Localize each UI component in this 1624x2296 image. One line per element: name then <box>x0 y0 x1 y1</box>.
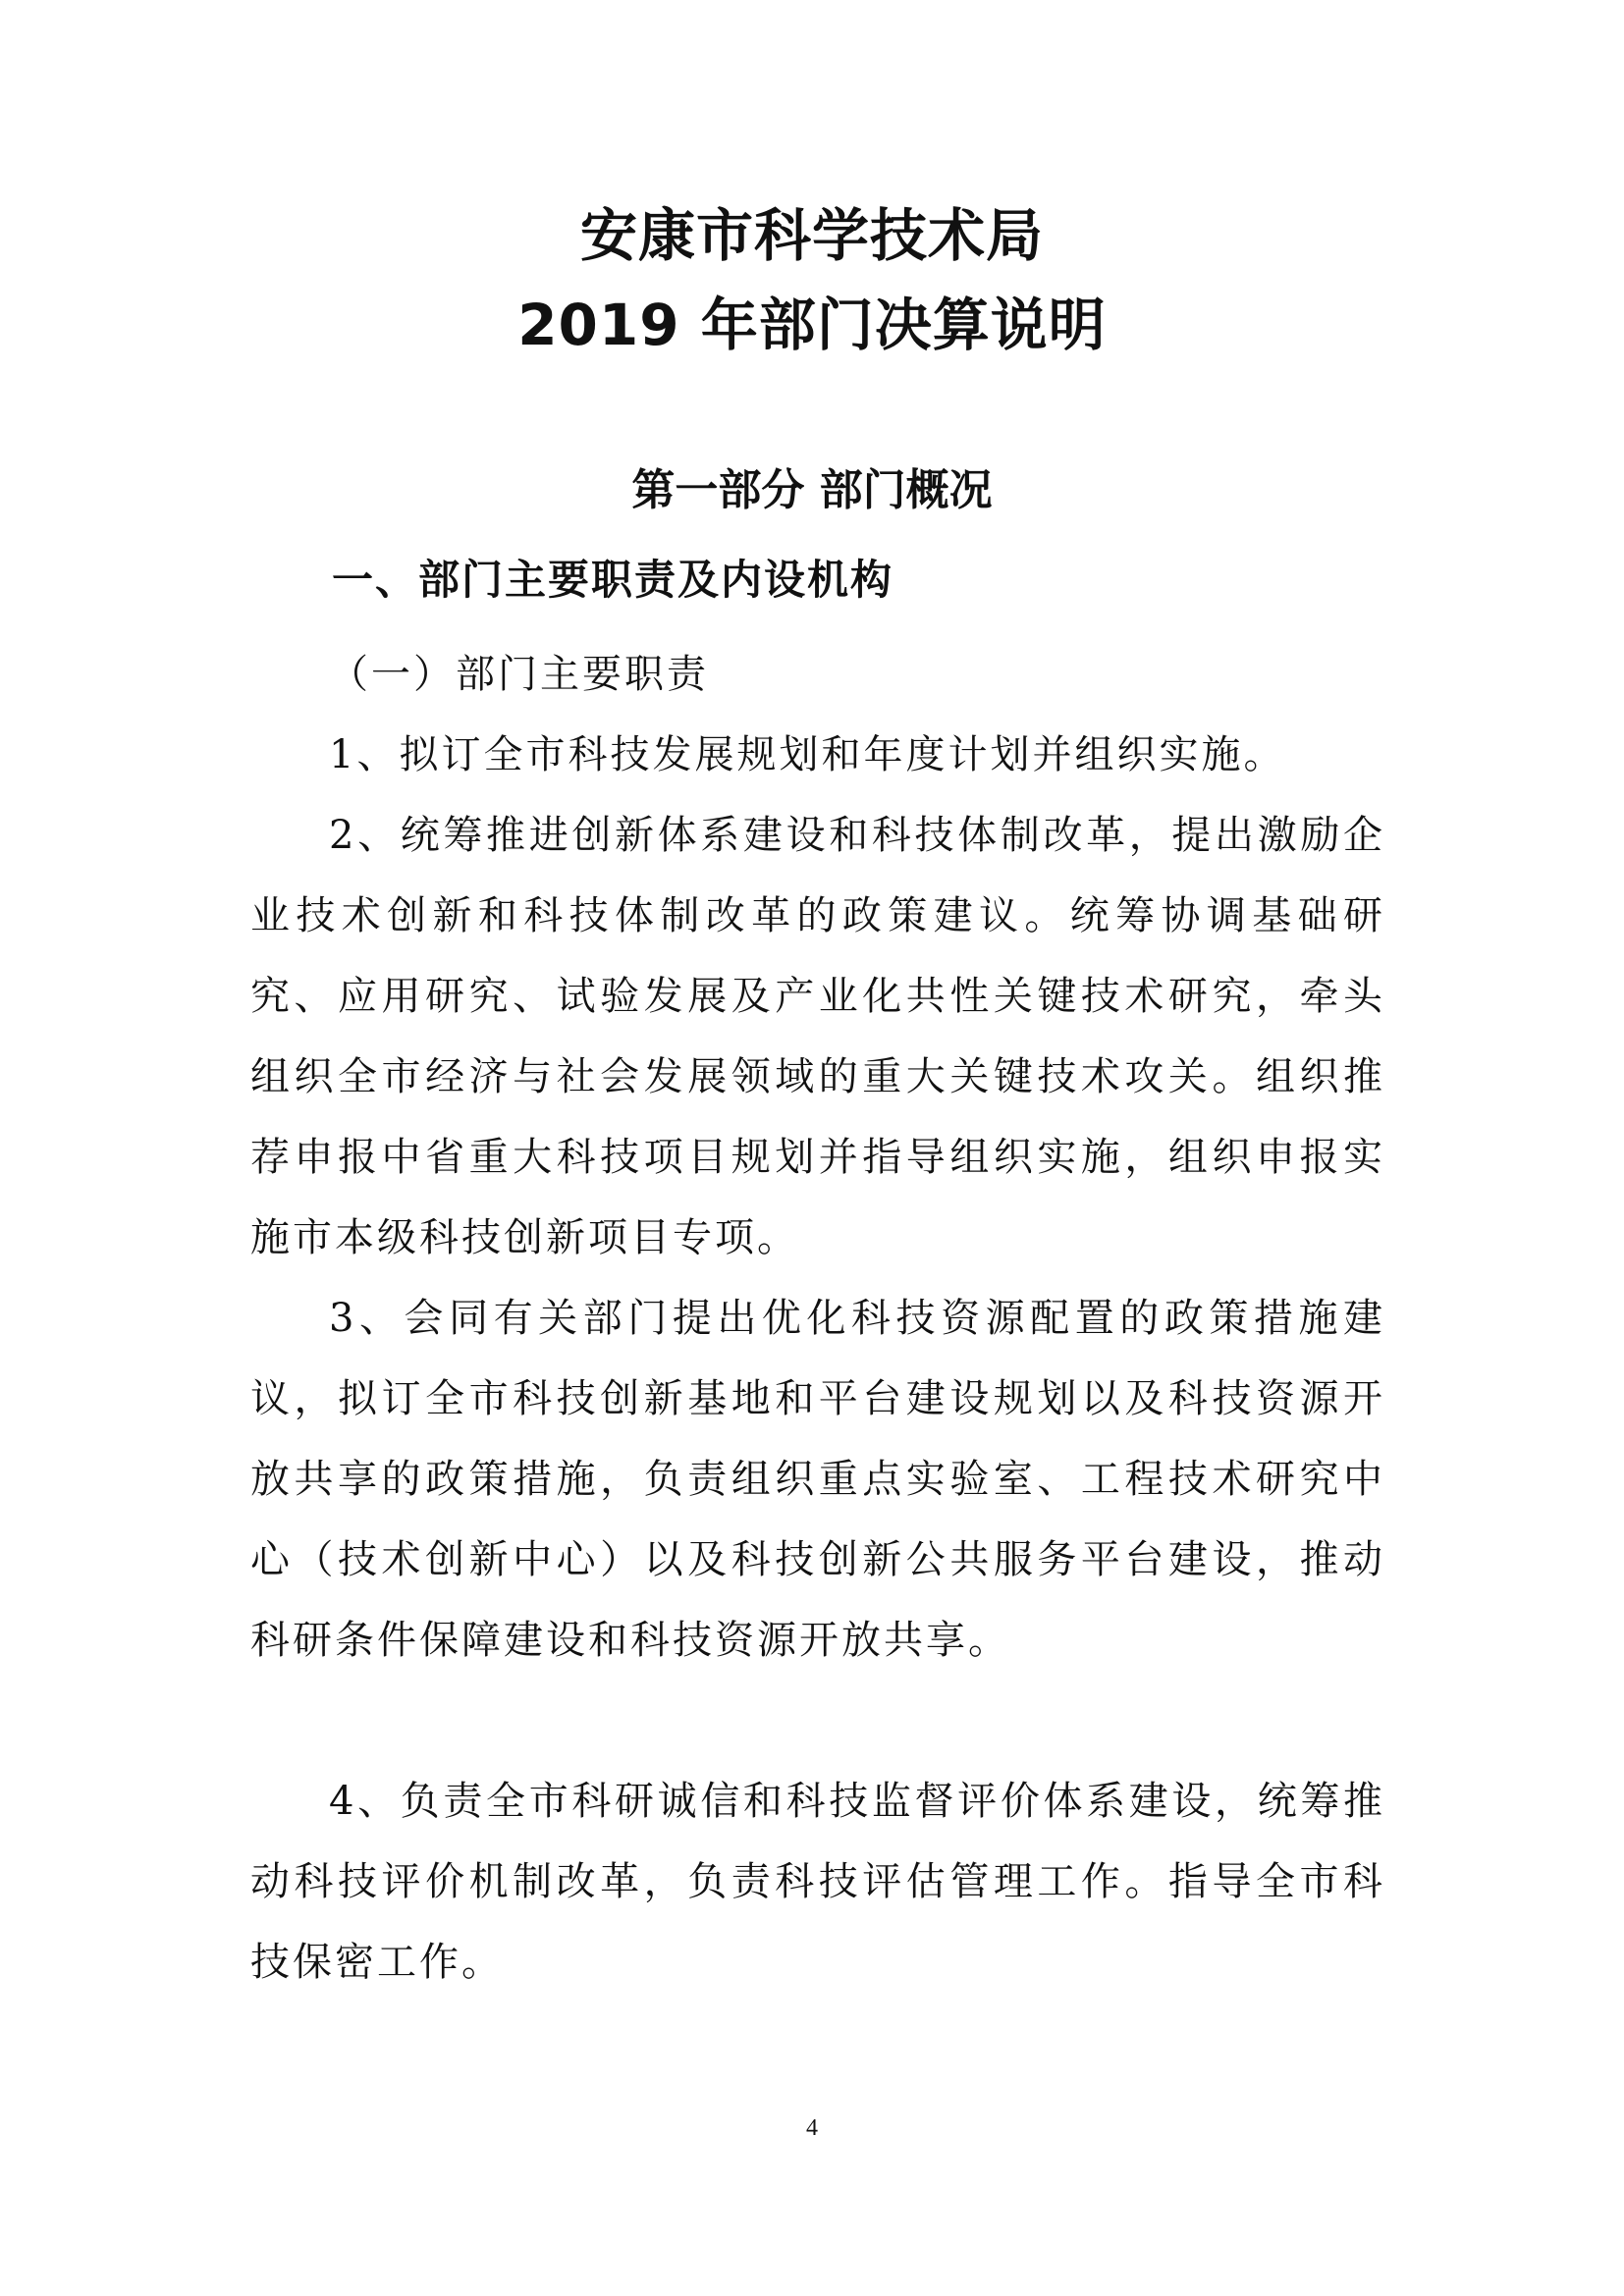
document-title-line1: 安康市科学技术局 <box>579 202 1044 269</box>
part-title: 第一部分 部门概况 <box>631 465 993 515</box>
paragraph-2: 2、统筹推进创新体系建设和科技体制改革，提出激励企业技术创新和科技体制改革的政策建议。统筹协调基础研究、应用研究、试验发展及产业化共性关键技术研究，牵头组织全市经济与社会发展领域的重大关键技术攻关。组织推荐申报中省重大科技项目规划并指导组织实施，组织申报实施市本级科技创新项目专项。 <box>250 813 1385 1260</box>
sub-heading: （一）部门主要职责 <box>329 652 709 697</box>
document-title-line2: 2019 年部门决算说明 <box>517 292 1107 358</box>
section-heading: 一、部门主要职责及内设机构 <box>332 556 894 604</box>
paragraph-1: 1、拟订全市科技发展规划和年度计划并组织实施。 <box>329 732 1286 777</box>
page-number: 4 <box>806 2115 818 2141</box>
paragraph-4: 4、负责全市科研诚信和科技监督评价体系建设，统筹推动科技评价机制改革，负责科技评估管理工作。指导全市科技保密工作。 <box>250 1779 1385 1985</box>
paragraph-3: 3、会同有关部门提出优化科技资源配置的政策措施建议，拟订全市科技创新基地和平台建设规划以及科技资源开放共享的政策措施，负责组织重点实验室、工程技术研究中心（技术创新中心）以及科技创新公共服务平台建设，推动科研条件保障建设和科技资源开放共享。 <box>250 1296 1385 1663</box>
